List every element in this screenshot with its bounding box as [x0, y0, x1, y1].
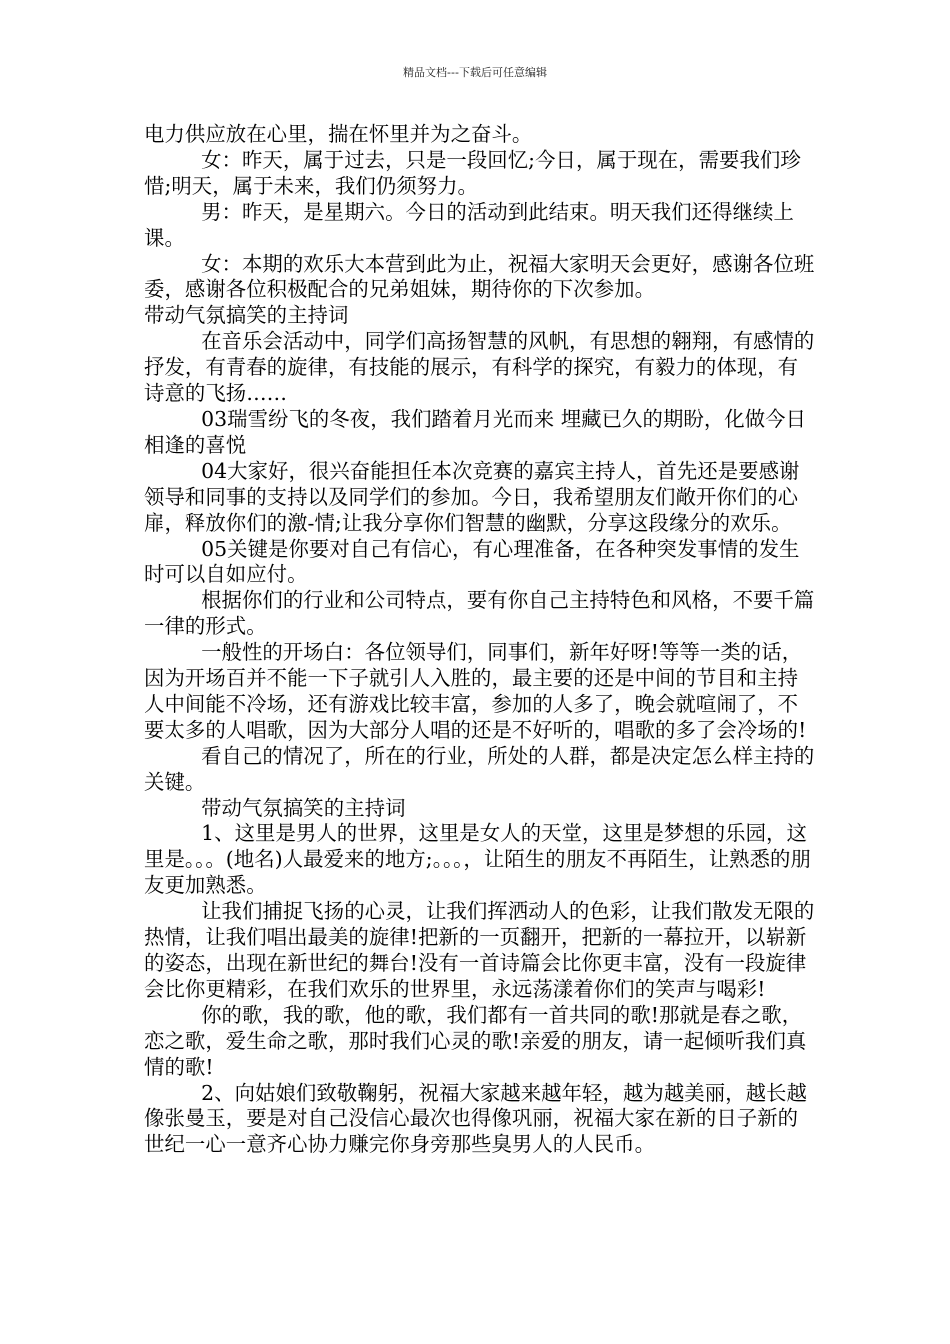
page-header: 精品文档---下载后可任意编辑 — [403, 66, 547, 79]
paragraph-concert: 在音乐会活动中，同学们高扬智慧的风帆，有思想的翱翔，有感情的抒发，有青春的旋律，有技能的展示，有科学的探究，有毅力的体现，有诗意的飞扬…… — [144, 329, 815, 406]
paragraph-03: 03瑞雪纷飞的冬夜，我们踏着月光而来 埋藏已久的期盼，化做今日相逢的喜悦 — [144, 406, 807, 457]
section-heading: 带动气氛搞笑的主持词 — [144, 303, 349, 328]
document-body — [144, 122, 816, 1158]
paragraph-04: 04大家好，很兴奋能担任本次竞赛的嘉宾主持人，首先还是要感谢领导和同事的支持以及同学们的参加。今日，我希望朋友们敞开你们的心扉，释放你们的激-情;让我分享你们智慧的幽默，分享这段缘分的欢乐。 — [144, 458, 800, 535]
paragraph-05: 05关键是你要对自己有信心，有心理准备，在各种突发事情的发生时可以自如应付。 — [144, 536, 800, 587]
paragraph-songs: 你的歌，我的歌，他的歌，我们都有一首共同的歌!那就是春之歌，恋之歌，爱生命之歌，那时我们心灵的歌!亲爱的朋友，请一起倾听我们真情的歌! — [144, 1002, 807, 1079]
paragraph-capture-soul: 让我们捕捉飞扬的心灵，让我们挥洒动人的色彩，让我们散发无限的热情，让我们唱出最美的旋律!把新的一页翻开，把新的一幕拉开，以崭新的姿态，出现在新世纪的舞台!没有一首诗篇会比你更丰富，没有一段旋律会比你更精彩，在我们欢乐的世界里，永远荡漾着你们的笑声与喝彩! — [144, 899, 815, 1001]
paragraph-male-yesterday: 男：昨天，是星期六。今日的活动到此结束。明天我们还得继续上课。 — [144, 199, 794, 250]
paragraph-female-yesterday: 女：昨天，属于过去，只是一段回忆;今日，属于现在，需要我们珍惜;明天，属于未来，我们仍须努力。 — [144, 147, 801, 198]
paragraph-continuation: 电力供应放在心里，揣在怀里并为之奋斗。 — [144, 122, 533, 146]
paragraph-situation: 看自己的情况了，所在的行业，所处的人群，都是决定怎么样主持的关键。 — [144, 743, 815, 794]
paragraph-female-closing: 女：本期的欢乐大本营到此为止，祝福大家明天会更好，感谢各位班委，感谢各位积极配合的兄弟姐妹，期待你的下次参加。 — [144, 251, 815, 302]
section-heading-indented: 带动气氛搞笑的主持词 — [201, 795, 406, 820]
paragraph-item-2: 2、向姑娘们致敬鞠躬，祝福大家越来越年轻，越为越美丽，越长越像张曼玉，要是对自己没信心最次也得像巩丽，祝福大家在新的日子新的世纪一心一意齐心协力赚完你身旁那些臭男人的人民币。 — [144, 1080, 807, 1157]
paragraph-industry: 根据你们的行业和公司特点，要有你自己主持特色和风格，不要千篇一律的形式。 — [144, 588, 815, 639]
paragraph-item-1: 1、这里是男人的世界，这里是女人的天堂，这里是梦想的乐园，这里是。。。(地名)人最爱来的地方;。。。，让陌生的朋友不再陌生，让熟悉的朋友更加熟悉。 — [144, 821, 811, 898]
paragraph-opening: 一般性的开场白：各位领导们，同事们，新年好呀!等等一类的话，因为开场百并不能一下子就引人入胜的，最主要的还是中间的节目和主持人中间能不冷场，还有游戏比较丰富，参加的人多了，晚会就喧闹了，不要太多的人唱歌，因为大部分人唱的还是不好听的，唱歌的多了会冷场的! — [144, 640, 807, 742]
